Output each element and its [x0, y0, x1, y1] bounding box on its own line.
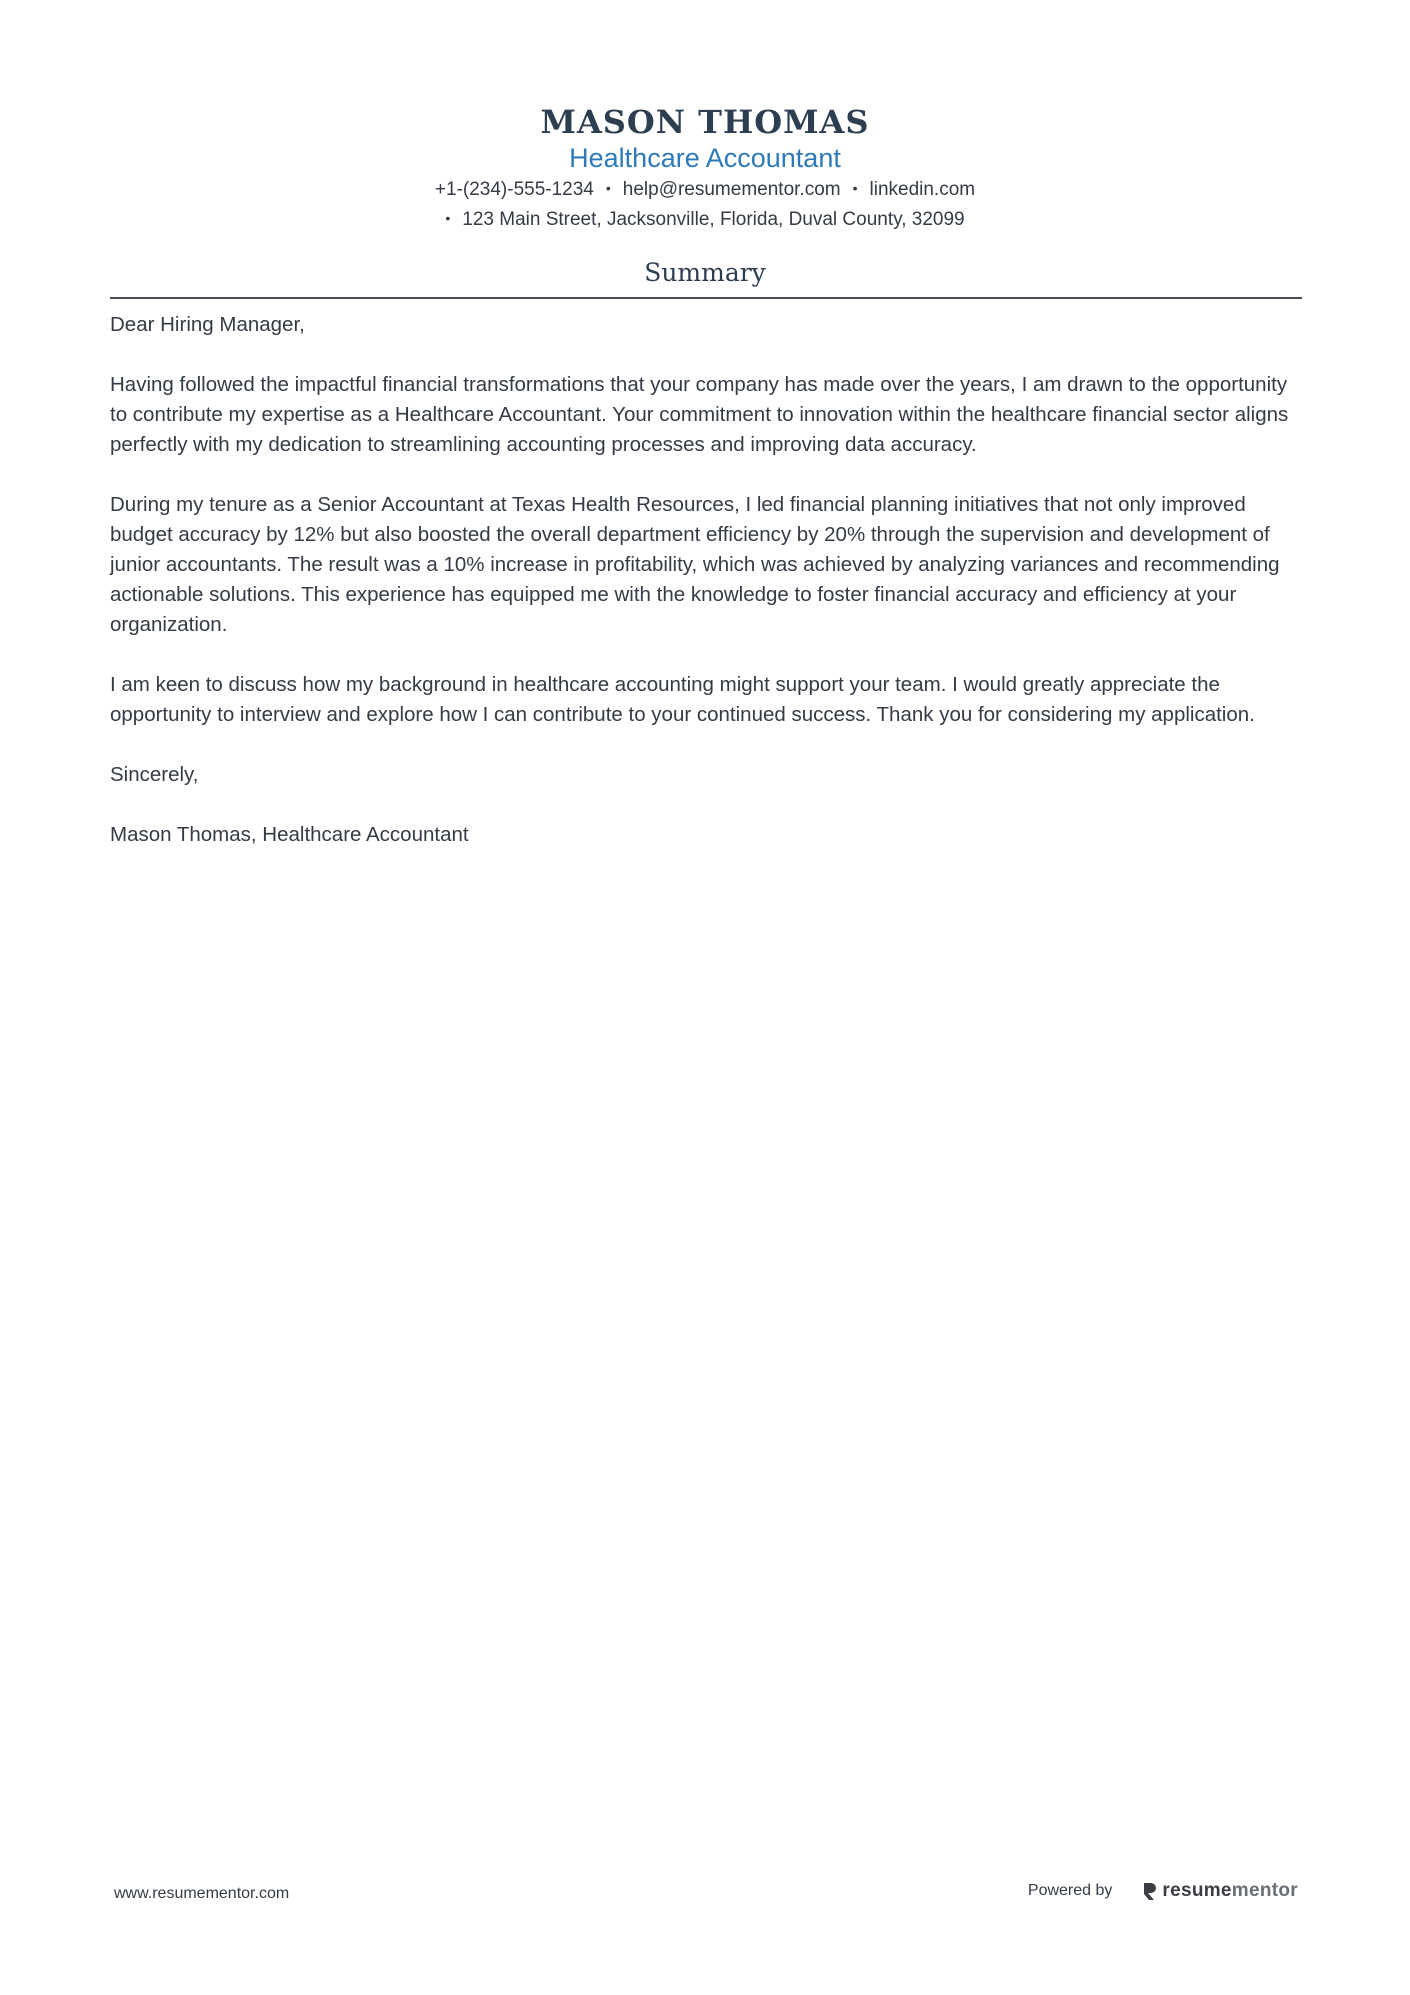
- letter-body: [110, 310, 1305, 880]
- bullet-separator: •: [445, 210, 451, 226]
- brand-name-resume: resume: [1162, 1880, 1232, 1901]
- contact-line-address: [110, 204, 1300, 234]
- section-divider: [110, 297, 1302, 299]
- brand-name-mentor: mentor: [1231, 1880, 1298, 1901]
- paragraph-1: Having followed the impactful financial transformations that your company has made over the years, I am drawn to the opportunity to contribute my expertise as a Healthcare Accountant. Your commitment to innovation within the healthcare financial sector aligns perfectly with my dedication to streamlining accounting processes and improving data accuracy.: [110, 373, 1289, 456]
- powered-by-label: Powered by: [1027, 1882, 1113, 1899]
- salutation: Dear Hiring Manager,: [110, 313, 305, 336]
- address: 123 Main Street, Jacksonville, Florida, Duval County, 32099: [462, 209, 965, 230]
- footer-branding: [1028, 1880, 1298, 1902]
- phone: +1-(234)-555-1234: [434, 179, 594, 200]
- paragraph-2: During my tenure as a Senior Accountant at Texas Health Resources, I led financial planning initiatives that not only improved budget accuracy by 12% but also boosted the overall department efficiency by 20% through the supervision and development of junior accountants. The result was a 10% increase in profitability, which was achieved by analyzing variances and recommending actionable solutions. This experience has equipped me with the knowledge to foster financial accuracy and efficiency at your organization.: [110, 493, 1280, 636]
- contact-line-primary: [110, 174, 1300, 204]
- bullet-separator: •: [605, 180, 611, 196]
- section-title: Summary: [644, 258, 766, 287]
- footer-website-link[interactable]: www.resumementor.com: [114, 1885, 290, 1902]
- header: [110, 100, 1300, 234]
- signature: Mason Thomas, Healthcare Accountant: [110, 823, 469, 846]
- linkedin-link[interactable]: linkedin.com: [869, 179, 976, 200]
- email-link[interactable]: help@resumementor.com: [622, 179, 841, 200]
- paragraph-3: I am keen to discuss how my background in healthcare accounting might support your team. I would greatly appreciate the opportunity to interview and explore how I can contribute to your continued success. Thank you for considering my application.: [110, 673, 1255, 726]
- closing: Sincerely,: [110, 763, 199, 786]
- brand-logo[interactable]: [1142, 1880, 1298, 1902]
- resumementor-logo-icon: [1142, 1881, 1158, 1901]
- candidate-title: Healthcare Accountant: [569, 143, 841, 173]
- candidate-name: MASON THOMAS: [540, 103, 870, 141]
- bullet-separator: •: [852, 180, 858, 196]
